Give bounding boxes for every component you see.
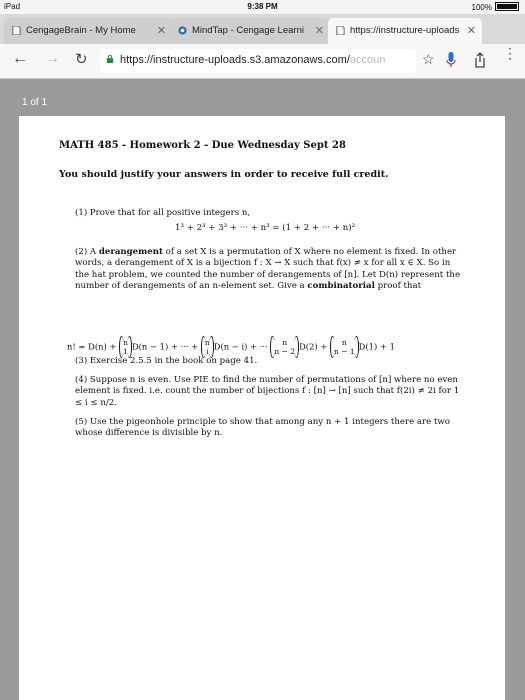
binom-bottom: n − 2 bbox=[274, 347, 296, 356]
eq-term: D(1) + 1 bbox=[358, 341, 395, 352]
tab-instructure[interactable] bbox=[328, 18, 482, 44]
eq-term: D(n − i) + ··· bbox=[213, 341, 271, 352]
tab-label: CengageBrain - My Home bbox=[26, 25, 136, 36]
problem-2-text: proof that bbox=[374, 281, 422, 292]
binom-top: n bbox=[204, 338, 210, 347]
problem-2-text: of a set X is a permutation of X where no element is fixed. In other words, a derangement of X is a bijection f : X → X such that f(x) ≠ x for all x ∈ X. So in the hat problem, we counted the number of derangements of [n]. Let D(n) represent the number of derangements of an n-element set. Give a bbox=[75, 247, 461, 292]
browser-toolbar bbox=[0, 44, 525, 79]
eq-term: D(n − 1) + ··· + bbox=[131, 341, 201, 352]
problem-4: (4) Suppose n is even. Use PIE to find the number of permutations of [n] where no even element is fixed. i.e. count the number of bijections f : [n] → [n] such that f(2i) ≠ 2i for 1 ≤ i ≤ n/2. bbox=[75, 375, 460, 408]
share-icon[interactable] bbox=[474, 52, 486, 68]
star-icon[interactable]: ☆ bbox=[422, 51, 435, 67]
binom-top: n bbox=[282, 338, 288, 347]
instruction-note: You should justify your answers in order to receive full credit. bbox=[59, 169, 389, 180]
binom-top: n bbox=[341, 338, 347, 347]
page-icon bbox=[336, 26, 345, 35]
eq-lhs: n! = D(n) + bbox=[67, 341, 120, 352]
url-faded: accoun bbox=[349, 54, 386, 66]
battery-percent: 100% bbox=[471, 3, 492, 12]
url-main: https://instructure-uploads.s3.amazonaws.com/ bbox=[120, 54, 350, 66]
binomial bbox=[270, 338, 299, 356]
problem-2 bbox=[75, 247, 465, 293]
problem-5: (5) Use the pigeonhole principle to show that among any n + 1 integers there are two whose difference is divisible by n. bbox=[75, 417, 450, 439]
binom-top: n bbox=[123, 338, 128, 347]
clock: 9:38 PM bbox=[247, 2, 278, 11]
binom-bottom: n − 1 bbox=[334, 347, 355, 356]
close-icon[interactable]: ✕ bbox=[466, 25, 476, 37]
pdf-page bbox=[19, 116, 505, 700]
lock-icon bbox=[106, 55, 114, 63]
term-combinatorial: combinatorial bbox=[307, 281, 375, 292]
page-counter: 1 of 1 bbox=[22, 97, 48, 108]
binomial bbox=[201, 338, 214, 356]
omnibox[interactable] bbox=[100, 49, 416, 73]
problem-1: (1) Prove that for all positive integers n, bbox=[75, 208, 251, 218]
problem-2-equation bbox=[67, 338, 395, 356]
binom-bottom: i bbox=[206, 347, 209, 356]
binom-bottom: 1 bbox=[123, 347, 128, 356]
url-text[interactable] bbox=[120, 54, 410, 66]
tab-label: https://instructure-uploads bbox=[350, 25, 460, 36]
battery-indicator bbox=[472, 2, 519, 12]
close-icon[interactable]: ✕ bbox=[156, 25, 166, 37]
tab-strip bbox=[0, 14, 525, 44]
battery-icon bbox=[495, 2, 519, 11]
mindtap-icon bbox=[178, 26, 187, 35]
device-label: iPad bbox=[4, 2, 21, 11]
term-derangement: derangement bbox=[98, 247, 163, 257]
binomial bbox=[330, 338, 359, 356]
status-bar bbox=[0, 0, 525, 14]
tab-label: MindTap - Cengage Learni bbox=[192, 25, 304, 36]
problem-3: (3) Exercise 2.5.5 in the book on page 41. bbox=[75, 356, 258, 366]
page-icon bbox=[12, 26, 21, 35]
tab-cengagebrain[interactable] bbox=[4, 18, 172, 44]
problem-1-equation: 1³ + 2³ + 3³ + ··· + n³ = (1 + 2 + ··· + n)² bbox=[175, 223, 356, 233]
tab-mindtap[interactable] bbox=[170, 18, 330, 44]
binomial bbox=[119, 338, 132, 356]
reload-icon[interactable]: ↻ bbox=[75, 51, 88, 68]
forward-arrow-icon[interactable]: → bbox=[44, 50, 60, 67]
close-icon[interactable]: ✕ bbox=[314, 25, 324, 37]
menu-icon[interactable]: ⋮ bbox=[503, 45, 517, 61]
back-arrow-icon[interactable]: ← bbox=[12, 50, 28, 67]
microphone-icon[interactable] bbox=[446, 52, 456, 68]
eq-term: D(2) + bbox=[299, 341, 330, 352]
homework-title: MATH 485 - Homework 2 - Due Wednesday Sept 28 bbox=[59, 140, 346, 151]
problem-2-text: (2) A bbox=[75, 247, 99, 257]
